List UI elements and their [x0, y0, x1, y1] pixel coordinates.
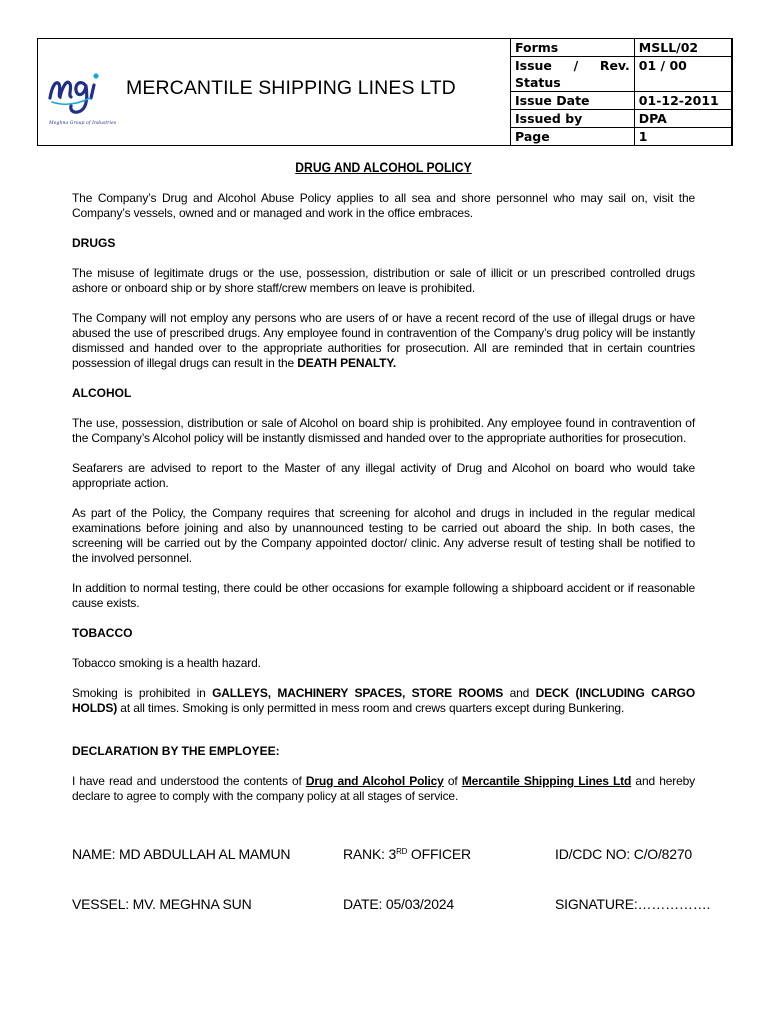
rank-prefix: RANK: 3: [343, 846, 397, 862]
decl-text-e: and hereby declare to agree to comply with the company policy at all stages of service.: [72, 774, 695, 803]
tobacco-text-a: Smoking is prohibited in: [72, 686, 206, 700]
alcohol-paragraph-2: Seafarers are advised to report to the Master of any illegal activity of Drug and Alcohol on board who would take appropriate action.: [72, 461, 695, 490]
table-row: [511, 39, 732, 57]
drugs-paragraph-2-text: The Company will not employ any persons who are users of or have a recent record of the use of illegal drugs or have abused the use of prescribed drugs. Any employee found in contravention of the Company’s drug policy will be instantly dismissed and handed over to the appropriate authorities for prosecution. All are reminded that in certain countries possession of illegal drugs can result in the: [72, 311, 695, 370]
document-header: [37, 38, 733, 146]
drugs-heading: DRUGS: [72, 236, 116, 250]
drugs-paragraph-2: [72, 311, 695, 371]
alcohol-paragraph-4: In addition to normal testing, there could be other occasions for example following a shipboard accident or if reasonable cause exists.: [72, 581, 695, 610]
intro-paragraph: The Company’s Drug and Alcohol Abuse Policy applies to all sea and shore personnel who may sail on, visit the Company’s vessels, owned and or managed and work in the office embraces.: [72, 191, 695, 220]
rev-word: Rev.: [599, 58, 630, 73]
decl-text-of: of: [447, 774, 458, 788]
issued-by-value: DPA: [634, 110, 731, 128]
alcohol-heading: ALCOHOL: [72, 386, 132, 400]
company-name: MERCANTILE SHIPPING LINES LTD: [126, 77, 456, 99]
employee-rank: [343, 846, 471, 862]
drugs-paragraph-1: The misuse of legitimate drugs or the use, possession, distribution or sale of illicit or un prescribed controlled drugs ashore or onboard ship or by shore staff/crew members on leave is prohibited.: [72, 266, 695, 295]
decl-text-a: I have read and understood the contents of: [72, 774, 302, 788]
forms-value: MSLL/02: [634, 39, 731, 57]
alcohol-paragraph-3: As part of the Policy, the Company requires that screening for alcohol and drugs in included in the regular medical examinations before joining and also by unannounced testing to be carried out aboard the ship. In both cases, the screening will be carried out by the Company appointed doctor/ clinic. Any adverse result of testing shall be notified to the involved personnel.: [72, 506, 695, 565]
tobacco-heading: TOBACCO: [72, 626, 133, 640]
vessel-name: VESSEL: MV. MEGHNA SUN: [72, 896, 252, 912]
issue-word: Issue: [515, 58, 552, 73]
issue-date-value: 01-12-2011: [634, 92, 731, 110]
status-word: Status: [515, 75, 561, 90]
rank-suffix: OFFICER: [407, 846, 471, 862]
table-row: [511, 128, 732, 146]
company-name-text: Mercantile Shipping Lines Ltd: [461, 774, 632, 788]
employee-id: ID/CDC NO: C/O/8270: [555, 846, 693, 862]
logo-tagline: Meghna Group of Industries: [49, 121, 117, 126]
policy-name-text: Drug and Alcohol Policy: [305, 774, 444, 788]
table-row: [511, 110, 732, 128]
tobacco-text-d: at all times. Smoking is only permitted in mess room and crews quarters except during Bunkering.: [120, 701, 625, 715]
document-control-table: [510, 38, 732, 146]
company-logo-area: [46, 64, 506, 134]
rank-sup: RD: [396, 847, 408, 856]
tobacco-paragraph-2: [72, 686, 695, 716]
alcohol-paragraph-1: The use, possession, distribution or sale of Alcohol on board ship is prohibited. Any employee found in contravention of the Company’s Alcohol policy will be instantly dismissed and handed over to the appropriate authorities for prosecution.: [72, 416, 695, 445]
declaration-heading: DECLARATION BY THE EMPLOYEE:: [72, 744, 280, 758]
issue-slash: /: [573, 58, 579, 73]
prohibited-areas-text: GALLEYS, MACHINERY SPACES, STORE ROOMS: [212, 686, 504, 700]
table-row: [511, 57, 732, 92]
tobacco-paragraph-1: Tobacco smoking is a health hazard.: [72, 656, 261, 670]
page-value: 1: [634, 128, 731, 146]
issued-by-label: Issued by: [511, 110, 635, 128]
declaration-date: DATE: 05/03/2024: [343, 896, 454, 912]
page-title: DRUG AND ALCOHOL POLICY: [295, 160, 472, 175]
tobacco-text-and: and: [509, 686, 530, 700]
death-penalty-text: DEATH PENALTY.: [297, 356, 397, 370]
issue-date-label: Issue Date: [511, 92, 635, 110]
issue-status-value: 01 / 00: [634, 57, 731, 92]
deck-text: DECK (INCLUDING CARGO HOLDS): [72, 686, 696, 715]
declaration-paragraph: [72, 774, 695, 804]
employee-name: NAME: MD ABDULLAH AL MAMUN: [72, 846, 291, 862]
issue-rev-status-label: [511, 57, 635, 92]
forms-label: Forms: [511, 39, 635, 57]
page-label: Page: [511, 128, 635, 146]
signature-field: SIGNATURE:…………….: [555, 896, 711, 912]
mgi-logo-icon: [46, 64, 124, 120]
table-row: [511, 92, 732, 110]
policy-body: [72, 160, 695, 819]
